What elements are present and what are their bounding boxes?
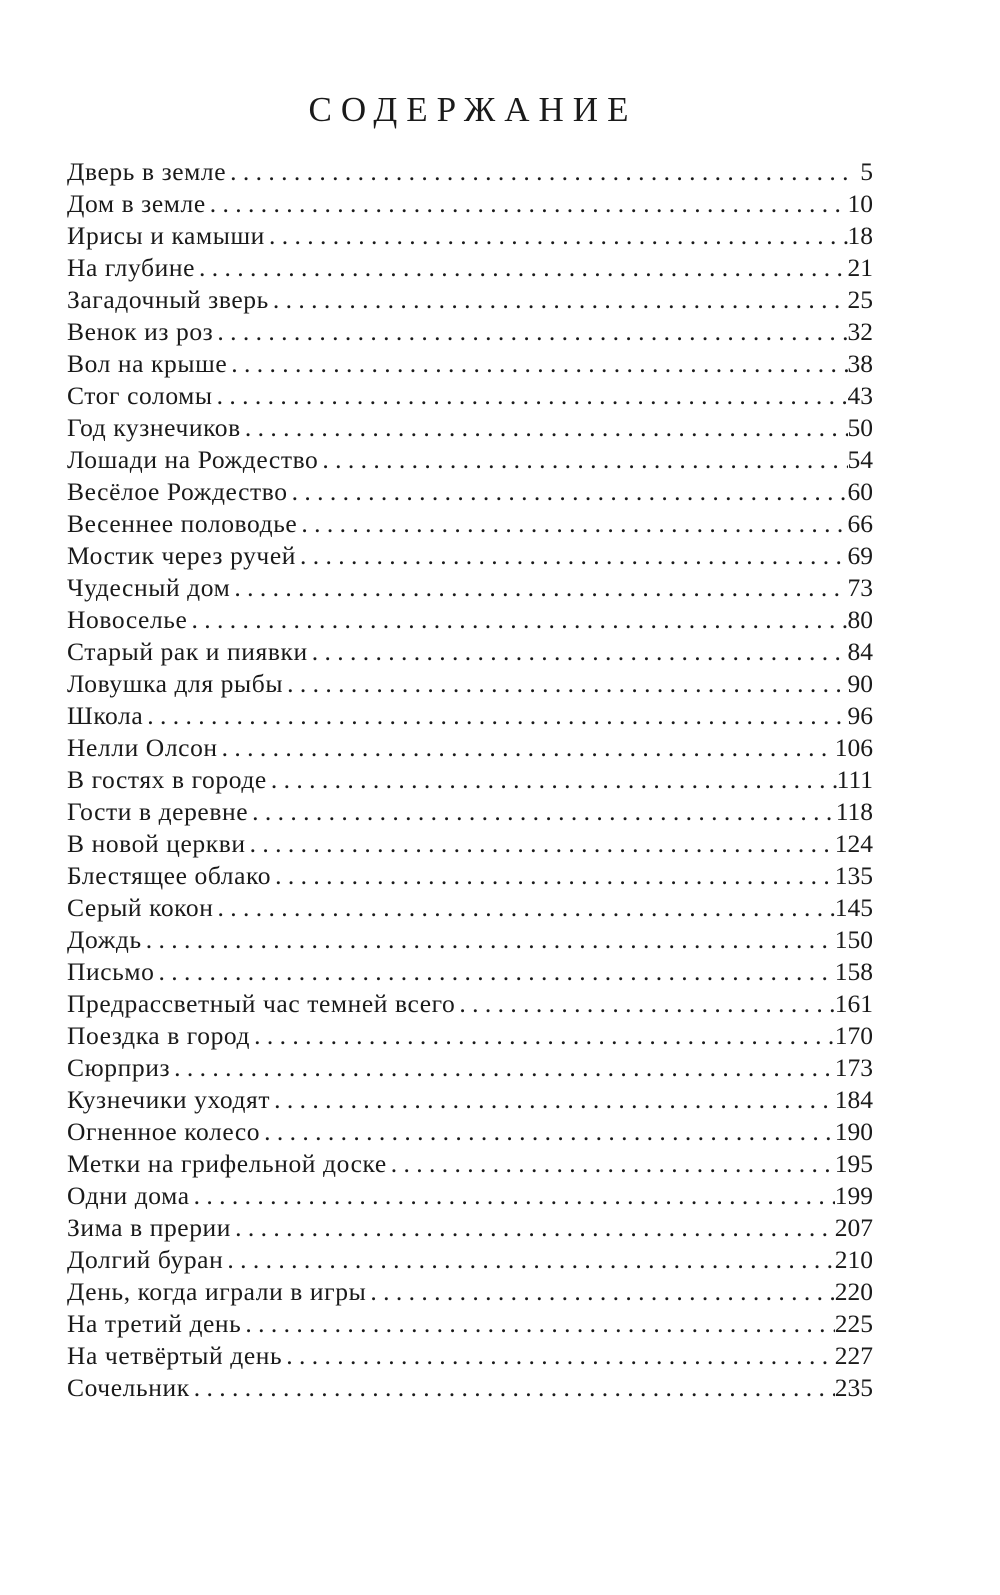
toc-entry-page-number: 18 bbox=[847, 221, 873, 250]
dot-leader bbox=[218, 732, 835, 764]
toc-entry bbox=[67, 540, 873, 572]
toc-entry bbox=[67, 764, 873, 796]
dot-leader bbox=[265, 220, 848, 252]
toc-entry-title: В гостях в городе bbox=[67, 765, 267, 794]
dot-leader bbox=[270, 1084, 835, 1116]
toc-entry-page-number: 111 bbox=[836, 765, 873, 794]
toc-entry bbox=[67, 284, 873, 316]
toc-entry bbox=[67, 1116, 873, 1148]
toc-entry bbox=[67, 1212, 873, 1244]
dot-leader bbox=[213, 380, 848, 412]
toc-entry-page-number: 124 bbox=[834, 829, 873, 858]
toc-entry-page-number: 60 bbox=[847, 477, 873, 506]
dot-leader bbox=[190, 1180, 835, 1212]
toc-entry-title: Лошади на Рождество bbox=[67, 445, 319, 474]
dot-leader bbox=[455, 988, 834, 1020]
toc-entry-page-number: 69 bbox=[847, 541, 873, 570]
toc-entry bbox=[67, 1020, 873, 1052]
toc-entry-page-number: 80 bbox=[847, 605, 873, 634]
dot-leader bbox=[308, 636, 848, 668]
dot-leader bbox=[213, 892, 834, 924]
toc-entry-page-number: 43 bbox=[847, 381, 873, 410]
dot-leader bbox=[318, 444, 847, 476]
toc-entry bbox=[67, 572, 873, 604]
toc-entry bbox=[67, 1148, 873, 1180]
toc-entry bbox=[67, 1180, 873, 1212]
toc-entry-page-number: 184 bbox=[834, 1085, 873, 1114]
toc-entry-page-number: 225 bbox=[834, 1309, 873, 1338]
toc-entry-page-number: 161 bbox=[834, 989, 873, 1018]
toc-entry-title: Весёлое Рождество bbox=[67, 477, 288, 506]
dot-leader bbox=[248, 796, 836, 828]
toc-entry-page-number: 118 bbox=[835, 797, 873, 826]
toc-entry bbox=[67, 1372, 873, 1404]
dot-leader bbox=[226, 156, 849, 188]
toc-entry-title: Школа bbox=[67, 701, 144, 730]
toc-entry bbox=[67, 252, 873, 284]
toc-entry-title: Сюрприз bbox=[67, 1053, 171, 1082]
toc-entry-page-number: 10 bbox=[847, 189, 873, 218]
toc-entry-page-number: 207 bbox=[834, 1213, 873, 1242]
toc-entry-page-number: 96 bbox=[847, 701, 873, 730]
dot-leader bbox=[170, 1052, 835, 1084]
toc-entry bbox=[67, 188, 873, 220]
toc-entry-page-number: 235 bbox=[834, 1373, 873, 1402]
dot-leader bbox=[155, 956, 835, 988]
toc-entry bbox=[67, 604, 873, 636]
toc-entry bbox=[67, 316, 873, 348]
toc-entry-title: Ловушка для рыбы bbox=[67, 669, 284, 698]
dot-leader bbox=[288, 476, 848, 508]
toc-entry-title: Загадочный зверь bbox=[67, 285, 269, 314]
dot-leader bbox=[282, 1340, 835, 1372]
toc-entry bbox=[67, 156, 873, 188]
toc-entry bbox=[67, 828, 873, 860]
dot-leader bbox=[195, 252, 848, 284]
dot-leader bbox=[283, 668, 847, 700]
dot-leader bbox=[267, 764, 837, 796]
toc-entry-title: Весеннее половодье bbox=[67, 509, 298, 538]
dot-leader bbox=[213, 316, 847, 348]
toc-entry-title: Старый рак и пиявки bbox=[67, 637, 308, 666]
toc-entry-page-number: 227 bbox=[834, 1341, 873, 1370]
toc-entry-page-number: 21 bbox=[847, 253, 873, 282]
toc-entry bbox=[67, 668, 873, 700]
toc-entry bbox=[67, 412, 873, 444]
toc-entry-title: На третий день bbox=[67, 1309, 242, 1338]
toc-entry-page-number: 210 bbox=[834, 1245, 873, 1274]
dot-leader bbox=[241, 1308, 834, 1340]
toc-entry bbox=[67, 348, 873, 380]
toc-entry-title: Вол на крыше bbox=[67, 349, 228, 378]
toc-entry-title: Дверь в земле bbox=[67, 157, 227, 186]
dot-leader bbox=[366, 1276, 834, 1308]
toc-entry-title: Одни дома bbox=[67, 1181, 190, 1210]
toc-entry-page-number: 158 bbox=[834, 957, 873, 986]
toc-entry-title: Блестящее облако bbox=[67, 861, 272, 890]
toc-entry-page-number: 106 bbox=[834, 733, 873, 762]
dot-leader bbox=[206, 188, 848, 220]
toc-entry-title: На четвёртый день bbox=[67, 1341, 283, 1370]
dot-leader bbox=[223, 1244, 834, 1276]
toc-entry-title: Зима в прерии bbox=[67, 1213, 232, 1242]
toc-entry-page-number: 38 bbox=[847, 349, 873, 378]
toc-entry-title: Дом в земле bbox=[67, 189, 206, 218]
toc-entry bbox=[67, 796, 873, 828]
toc-entry-title: На глубине bbox=[67, 253, 195, 282]
dot-leader bbox=[246, 828, 835, 860]
toc-entry-title: Новоселье bbox=[67, 605, 188, 634]
toc-entry-page-number: 50 bbox=[847, 413, 873, 442]
dot-leader bbox=[250, 1020, 835, 1052]
toc-entry-title: Огненное колесо bbox=[67, 1117, 261, 1146]
toc-entry bbox=[67, 1052, 873, 1084]
toc-entry-page-number: 90 bbox=[847, 669, 873, 698]
toc-entry-page-number: 73 bbox=[847, 573, 873, 602]
toc-entry-title: Венок из роз bbox=[67, 317, 214, 346]
toc-entry-title: Письмо bbox=[67, 957, 155, 986]
dot-leader bbox=[190, 1372, 835, 1404]
dot-leader bbox=[387, 1148, 835, 1180]
toc-entry-title: Чудесный дом bbox=[67, 573, 231, 602]
toc-entry-page-number: 195 bbox=[834, 1149, 873, 1178]
toc-entry-title: Сочельник bbox=[67, 1373, 190, 1402]
toc-entry-title: Мостик через ручей bbox=[67, 541, 297, 570]
toc-entry-title: Поездка в город bbox=[67, 1021, 251, 1050]
toc-entry-page-number: 173 bbox=[834, 1053, 873, 1082]
toc-entry-title: Стог соломы bbox=[67, 381, 213, 410]
toc-entry bbox=[67, 508, 873, 540]
toc-entry-page-number: 84 bbox=[847, 637, 873, 666]
dot-leader bbox=[143, 700, 847, 732]
toc-entry-page-number: 25 bbox=[847, 285, 873, 314]
toc-entry bbox=[67, 700, 873, 732]
toc-entry-title: Гости в деревне bbox=[67, 797, 249, 826]
toc-entry-title: Кузнечики уходят bbox=[67, 1085, 271, 1114]
toc-entry bbox=[67, 1308, 873, 1340]
toc-entry-title: В новой церкви bbox=[67, 829, 246, 858]
toc-entry-page-number: 145 bbox=[834, 893, 873, 922]
toc-entry-title: Нелли Олсон bbox=[67, 733, 218, 762]
toc-entry bbox=[67, 380, 873, 412]
toc-entry-page-number: 199 bbox=[834, 1181, 873, 1210]
toc-entry-page-number: 150 bbox=[834, 925, 873, 954]
page-title: СОДЕРЖАНИЕ bbox=[308, 90, 638, 129]
toc-entry-page-number: 66 bbox=[847, 509, 873, 538]
toc-entry bbox=[67, 476, 873, 508]
toc-entry bbox=[67, 1276, 873, 1308]
toc-entry-title: День, когда играли в игры bbox=[67, 1277, 367, 1306]
toc-entry bbox=[67, 220, 873, 252]
toc-entry bbox=[67, 636, 873, 668]
toc-entry-page-number: 220 bbox=[834, 1277, 873, 1306]
toc-entry bbox=[67, 1084, 873, 1116]
dot-leader bbox=[269, 284, 848, 316]
toc-entry bbox=[67, 1340, 873, 1372]
toc-entry-page-number: 190 bbox=[834, 1117, 873, 1146]
dot-leader bbox=[231, 1212, 835, 1244]
toc-entry-page-number: 32 bbox=[847, 317, 873, 346]
toc-entry-page-number: 54 bbox=[847, 445, 873, 474]
dot-leader bbox=[297, 508, 847, 540]
dot-leader bbox=[187, 604, 847, 636]
toc-entry bbox=[67, 924, 873, 956]
toc-entry-page-number: 5 bbox=[860, 157, 873, 186]
dot-leader bbox=[227, 348, 847, 380]
table-of-contents bbox=[67, 156, 873, 1404]
toc-entry-title: Ирисы и камыши bbox=[67, 221, 265, 250]
toc-entry bbox=[67, 732, 873, 764]
toc-entry-title: Предрассветный час темней всего bbox=[67, 989, 456, 1018]
dot-leader bbox=[260, 1116, 835, 1148]
dot-leader bbox=[271, 860, 835, 892]
dot-leader bbox=[230, 572, 847, 604]
toc-entry bbox=[67, 1244, 873, 1276]
toc-entry-title: Долгий буран bbox=[67, 1245, 224, 1274]
toc-entry-page-number: 135 bbox=[834, 861, 873, 890]
toc-entry-page-number: 170 bbox=[834, 1021, 873, 1050]
toc-entry bbox=[67, 444, 873, 476]
toc-entry-title: Серый кокон bbox=[67, 893, 214, 922]
toc-entry bbox=[67, 988, 873, 1020]
toc-entry bbox=[67, 956, 873, 988]
toc-entry bbox=[67, 892, 873, 924]
dot-leader bbox=[142, 924, 835, 956]
toc-entry bbox=[67, 860, 873, 892]
dot-leader bbox=[241, 412, 848, 444]
toc-entry-title: Год кузнечиков bbox=[67, 413, 241, 442]
dot-leader bbox=[296, 540, 847, 572]
toc-entry-title: Дождь bbox=[67, 925, 142, 954]
toc-entry-title: Метки на грифельной доске bbox=[67, 1149, 387, 1178]
